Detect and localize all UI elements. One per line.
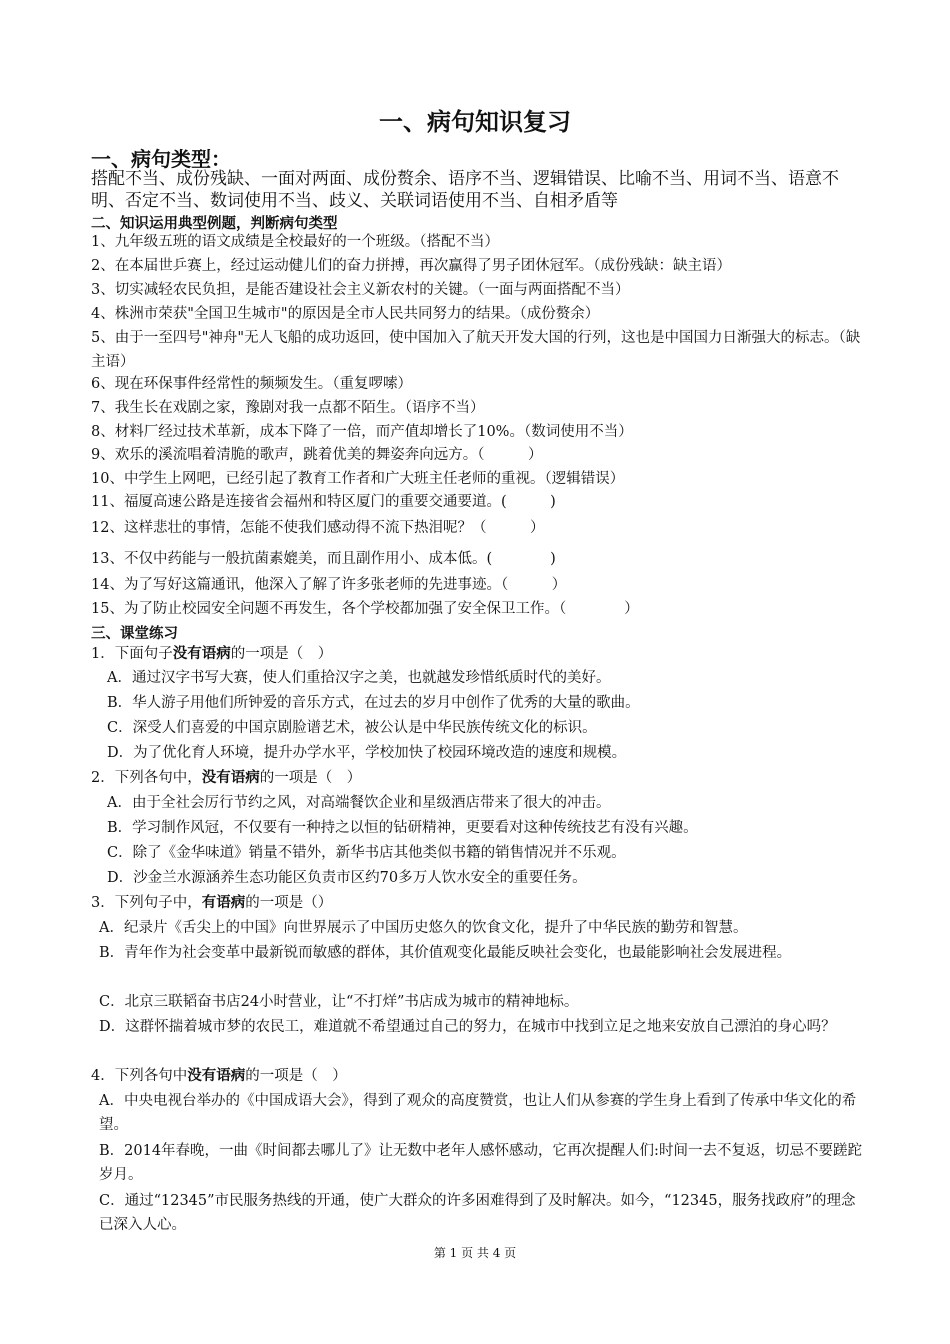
question-stem: 4．下列各句中没有语病的一项是（ ）: [91, 1068, 347, 1084]
answer-option: A．通过汉字书写大赛，使人们重拾汉字之美，也就越发珍惜纸质时代的美好。: [107, 670, 611, 686]
example-item: 12、这样悲壮的事情，怎能不使我们感动得不流下热泪呢？（ ）: [91, 520, 545, 536]
example-item: 5、由于一至四号"神舟"无人飞船的成功返回，使中国加入了航天开发大国的行列，这也是中国国力日渐强大的标志。（缺主语）: [91, 330, 861, 370]
answer-option: C．深受人们喜爱的中国京剧脸谱艺术，被公认是中华民族传统文化的标识。: [107, 720, 597, 736]
example-item: 4、株洲市荣获"全国卫生城市"的原因是全市人民共同努力的结果。（成份赘余）: [91, 306, 600, 322]
example-item: 2、在本届世乒赛上，经过运动健儿们的奋力拼搏，再次赢得了男子团休冠军。（成份残缺：缺主语）: [91, 258, 731, 274]
answer-option: D．沙金兰水源涵养生态功能区负责市区约70多万人饮水安全的重要任务。: [107, 870, 587, 886]
example-item: 14、为了写好这篇通讯，他深入了解了许多张老师的先进事迹。（ ）: [91, 577, 567, 593]
answer-option: A．纪录片《舌尖上的中国》向世界展示了中国历史悠久的饮食文化，提升了中华民族的勤劳和智慧。: [99, 920, 748, 936]
example-item: 6、现在环保事件经常性的频频发生。（重复啰嗦）: [91, 376, 412, 392]
answer-option: B．2014年春晚，一曲《时间都去哪儿了》让无数中老年人感怀感动，它再次提醒人们:时间一去不复返，切忌不要蹉跎岁月。: [99, 1143, 862, 1183]
answer-option: C．通过“12345”市民服务热线的开通，使广大群众的许多困难得到了及时解决。如今，“12345，服务找政府”的理念已深入人心。: [99, 1193, 856, 1233]
example-item: 11、福厦高速公路是连接省会福州和特区厦门的重要交通要道。( ): [91, 494, 556, 510]
example-item: 3、切实减轻农民负担，是能否建设社会主义新农村的关键。（一面与两面搭配不当）: [91, 282, 630, 298]
page-footer: 第 1 页 共 4 页: [433, 1246, 517, 1260]
question-stem: 1．下面句子没有语病的一项是（ ）: [91, 646, 333, 662]
example-item: 1、九年级五班的语文成绩是全校最好的一个班级。（搭配不当）: [91, 234, 499, 250]
question-stem: 3．下列句子中，有语病的一项是（）: [91, 895, 333, 911]
example-item: 9、欢乐的溪流唱着清脆的歌声，跳着优美的舞姿奔向远方。（ ）: [91, 447, 543, 463]
answer-option: A．中央电视台举办的《中国成语大会》，得到了观众的高度赞赏，也让人们从参赛的学生身上看到了传承中华文化的希望。: [99, 1093, 857, 1133]
error-types-list: 搭配不当、成份残缺、一面对两面、成份赘余、语序不当、逻辑错误、比喻不当、用词不当、语意不明、否定不当、数词使用不当、歧义、关联词语使用不当、自相矛盾等: [91, 169, 839, 211]
section-heading-practice: 三、课堂练习: [91, 626, 178, 642]
answer-option: C．北京三联韬奋书店24小时营业，让“不打烊”书店成为城市的精神地标。: [99, 994, 579, 1010]
page-title: 一、病句知识复习: [379, 108, 571, 136]
answer-option: A．由于全社会厉行节约之风，对高端餐饮企业和星级酒店带来了很大的冲击。: [107, 795, 611, 811]
example-item: 13、不仅中药能与一般抗菌素媲美，而且副作用小、成本低。( ): [91, 551, 556, 567]
example-item: 7、我生长在戏剧之家，豫剧对我一点都不陌生。（语序不当）: [91, 400, 485, 416]
example-item: 15、为了防止校园安全问题不再发生，各个学校都加强了安全保卫工作。（ ）: [91, 601, 639, 617]
answer-option: B．青年作为社会变革中最新锐而敏感的群体，其价值观变化最能反映社会变化，也最能影响社会发展进程。: [99, 945, 792, 961]
section-heading-error-types: 一、病句类型：: [91, 147, 231, 171]
answer-option: D．为了优化育人环境，提升办学水平，学校加快了校园环境改造的速度和规模。: [107, 745, 627, 761]
answer-option: D．这群怀揣着城市梦的农民工，难道就不希望通过自己的努力，在城市中找到立足之地来安放自己漂泊的身心吗？: [99, 1019, 836, 1035]
example-item: 10、中学生上网吧，已经引起了教育工作者和广大班主任老师的重视。（逻辑错误）: [91, 471, 625, 487]
answer-option: C．除了《金华味道》销量不错外，新华书店其他类似书籍的销售情况并不乐观。: [107, 845, 626, 861]
answer-option: B．学习制作风冠，不仅要有一种持之以恒的钻研精神，更要看对这种传统技艺有没有兴趣。: [107, 820, 698, 836]
answer-option: B．华人游子用他们所钟爱的音乐方式，在过去的岁月中创作了优秀的大量的歌曲。: [107, 695, 640, 711]
question-stem: 2．下列各句中，没有语病的一项是（ ）: [91, 770, 362, 786]
example-item: 8、材料厂经过技术革新，成本下降了一倍，而产值却增长了10%。（数词使用不当）: [91, 424, 633, 440]
section-heading-examples: 二、知识运用典型例题，判断病句类型: [91, 216, 338, 232]
